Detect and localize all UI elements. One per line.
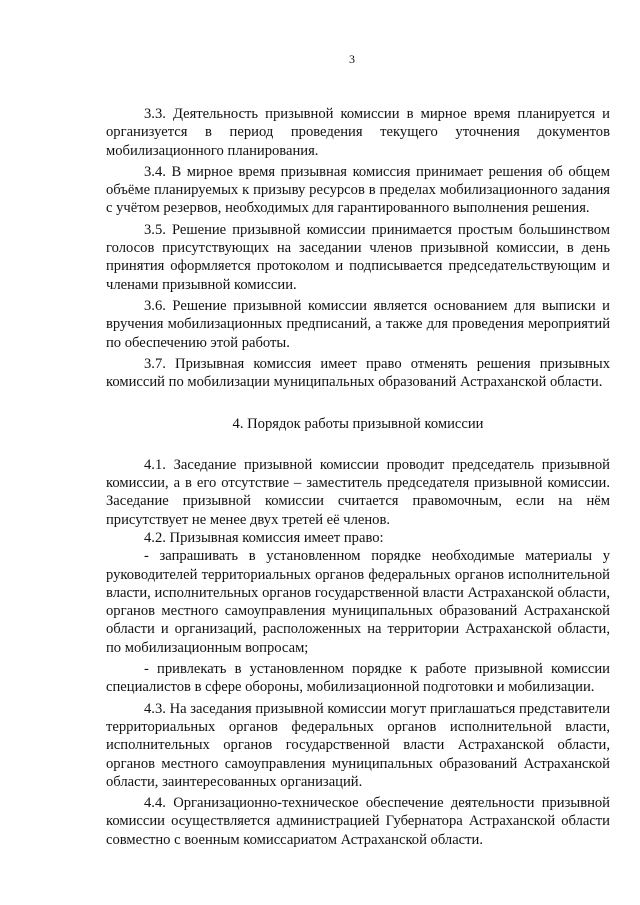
paragraph-3-4: 3.4. В мирное время призывная комиссия принимает решения об общем объёме планируемых к призыву ресурсов в пределах мобилизационного задания с учётом резервов, необходимых для гарантированного выполнения решения. xyxy=(106,163,610,217)
paragraph-4-3: 4.3. На заседания призывной комиссии могут приглашаться представители территориальных органов федеральных органов исполнительной власти, исполнительных органов государственной власти Астраханской области, органов местного самоуправления муниципальных образований Астраханской области, заинтересованных организаций. xyxy=(106,700,610,790)
list-item-request-materials: - запрашивать в установленном порядке необходимые материалы у руководителей территориальных органов федеральных органов исполнительной власти, исполнительных органов государственной власти Астраханской области, органов местного самоуправления муниципальных образований Астраханской области и организаций, расположенных на территории Астраханской области, по мобилизационным вопросам; xyxy=(106,548,610,656)
paragraph-3-6: 3.6. Решение призывной комиссии является основанием для выписки и вручения мобилизационных предписаний, а также для проведения мероприятий по обеспечению этой работы. xyxy=(106,297,610,351)
page-number: 3 xyxy=(349,52,355,66)
paragraph-4-2: 4.2. Призывная комиссия имеет право: xyxy=(144,529,384,546)
paragraph-3-7: 3.7. Призывная комиссия имеет право отменять решения призывных комиссий по мобилизации муниципальных образований Астраханской области. xyxy=(106,355,610,391)
paragraph-3-3: 3.3. Деятельность призывной комиссии в мирное время планируется и организуется в период проведения текущего уточнения документов мобилизационного планирования. xyxy=(106,106,610,159)
document-body xyxy=(106,105,610,849)
section-heading: 4. Порядок работы призывной комиссии xyxy=(232,416,484,433)
paragraph-4-4: 4.4. Организационно-техническое обеспечение деятельности призывной комиссии осуществляется администрацией Губернатора Астраханской области совместно с военным комиссариатом Астраханской области. xyxy=(106,795,610,848)
paragraph-4-1: 4.1. Заседание призывной комиссии проводит председатель призывной комиссии, а в его отсутствие – заместитель председателя призывной комиссии. Заседание призывной комиссии считается правомочным, если на нём присутствует не менее двух третей её членов. xyxy=(106,456,610,528)
list-item-involve-specialists: - привлекать в установленном порядке к работе призывной комиссии специалистов в сфере обороны, мобилизационной подготовки и мобилизации. xyxy=(106,661,610,696)
paragraph-3-5: 3.5. Решение призывной комиссии принимается простым большинством голосов присутствующих на заседании членов призывной комиссии, в день принятия оформляется протоколом и подписывается председательствующим и членами призывной комиссии. xyxy=(106,221,610,293)
